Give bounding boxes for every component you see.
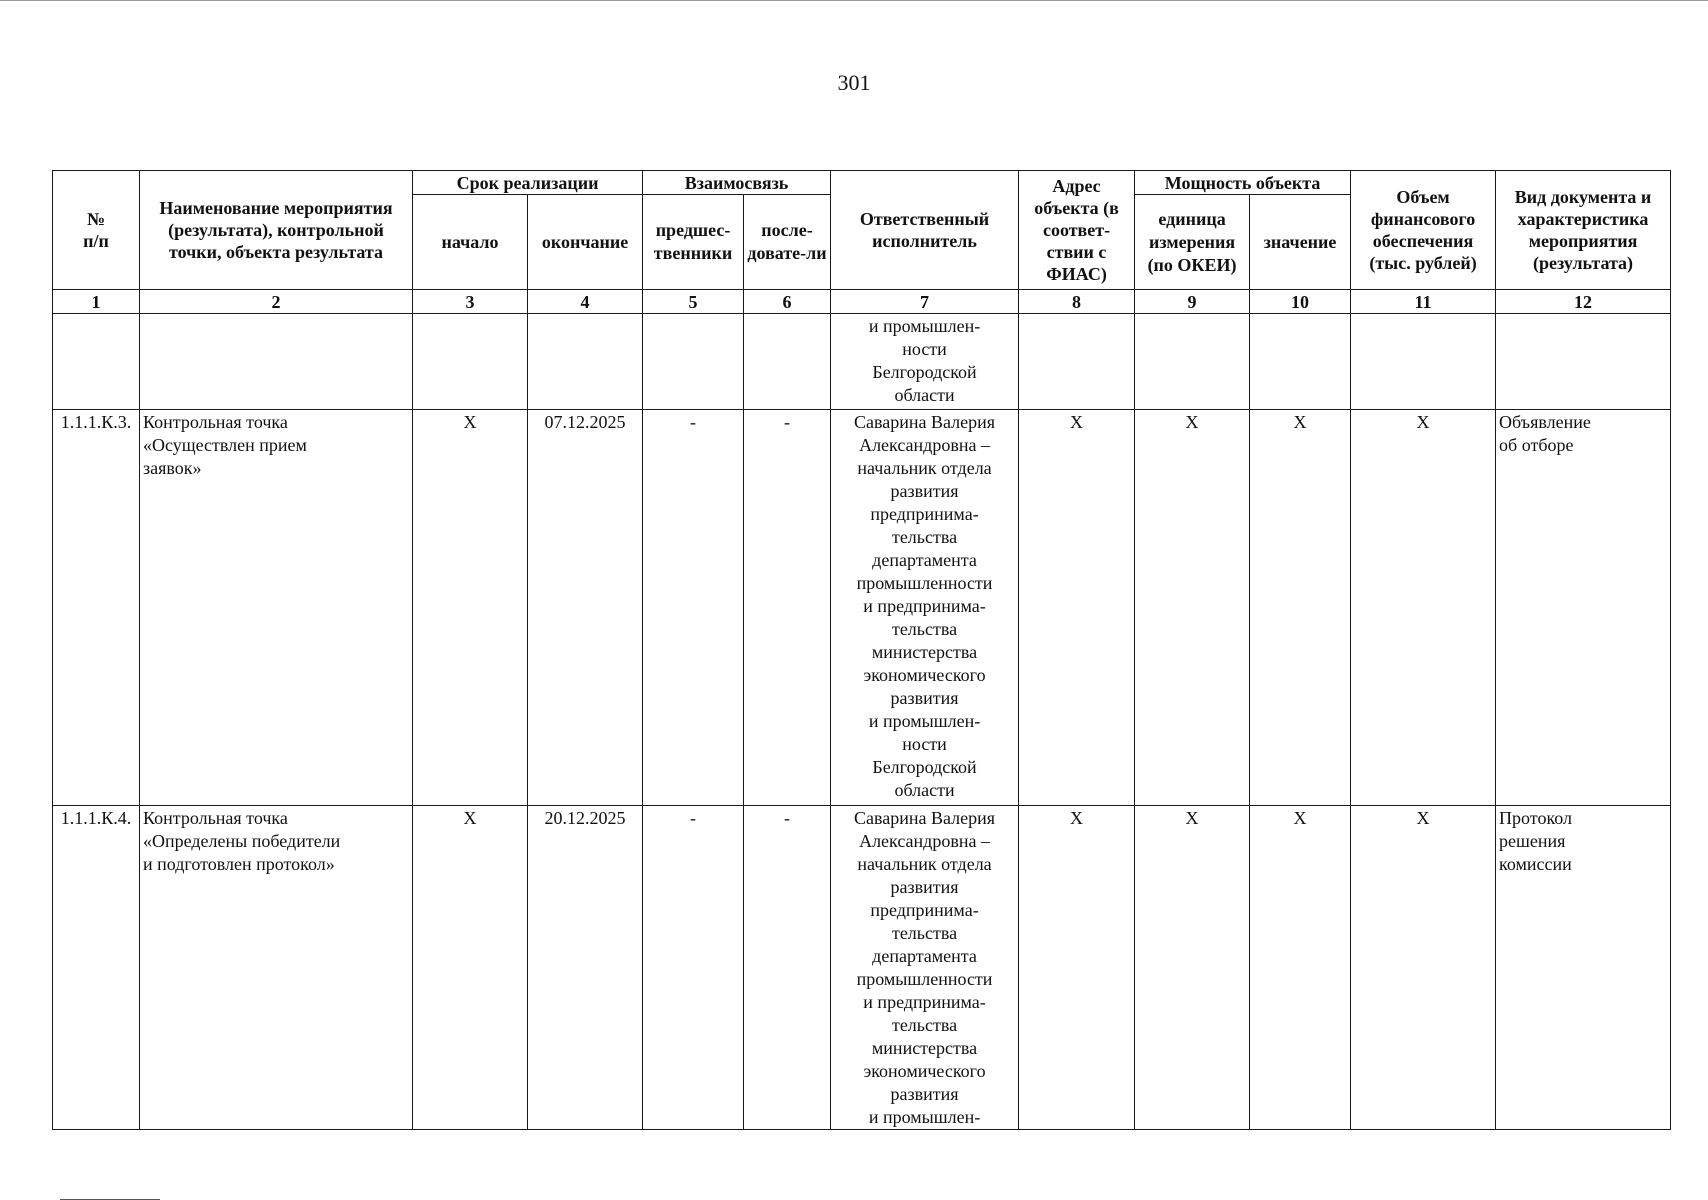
cell-executor: Саварина Валерия Александровна – начальник отдела развития предпринима- тельства департамента промышленности и предпринима- тельства министерства экономического развития и промышлен- — [831, 806, 1019, 1130]
column-number: 11 — [1351, 290, 1496, 314]
cell-finance — [1351, 314, 1496, 410]
header-link: Взаимосвязь — [643, 171, 831, 195]
header-capacity-value: значение — [1250, 195, 1351, 290]
column-number: 8 — [1019, 290, 1135, 314]
table-row — [53, 314, 1671, 410]
header-executor: Ответственный исполнитель — [831, 171, 1019, 290]
cell-value: X — [1250, 410, 1351, 806]
cell-name: Контрольная точка «Определены победители и подготовлен протокол» — [140, 806, 413, 1130]
header-capacity: Мощность объекта — [1135, 171, 1351, 195]
header-capacity-unit: единица измерения (по ОКЕИ) — [1135, 195, 1250, 290]
header-finance: Объем финансового обеспечения (тыс. рублей) — [1351, 171, 1496, 290]
cell-start: X — [413, 410, 528, 806]
cell-unit: X — [1135, 806, 1250, 1130]
column-number: 2 — [140, 290, 413, 314]
table-row — [53, 806, 1671, 1130]
cell-executor: и промышлен- ности Белгородской области — [831, 314, 1019, 410]
cell-executor: Саварина Валерия Александровна – начальник отдела развития предпринима- тельства департамента промышленности и предпринима- тельства министерства экономического развития и промышлен- ности Белгородской области — [831, 410, 1019, 806]
header-address: Адрес объекта (в соответ-ствии с ФИАС) — [1019, 171, 1135, 290]
column-number: 9 — [1135, 290, 1250, 314]
cell-num: 1.1.1.К.3. — [53, 410, 140, 806]
plan-table — [52, 170, 1671, 1130]
column-number: 10 — [1250, 290, 1351, 314]
cell-start — [413, 314, 528, 410]
cell-next — [744, 314, 831, 410]
table-header — [53, 171, 1671, 314]
header-link-prev: предшес-твенники — [643, 195, 744, 290]
cell-end: 20.12.2025 — [528, 806, 643, 1130]
cell-name: Контрольная точка «Осуществлен прием заявок» — [140, 410, 413, 806]
header-doc: Вид документа и характеристика мероприятия (результата) — [1496, 171, 1671, 290]
cell-num — [53, 314, 140, 410]
header-term-start: начало — [413, 195, 528, 290]
cell-name — [140, 314, 413, 410]
header-num: № п/п — [53, 171, 140, 290]
cell-end — [528, 314, 643, 410]
table-row — [53, 410, 1671, 806]
column-number: 3 — [413, 290, 528, 314]
cell-prev — [643, 314, 744, 410]
cell-value — [1250, 314, 1351, 410]
cell-prev: - — [643, 410, 744, 806]
cell-doc: Объявление об отборе — [1496, 410, 1671, 806]
header-term: Срок реализации — [413, 171, 643, 195]
scan-edge-line-top — [0, 0, 1708, 1]
column-number: 7 — [831, 290, 1019, 314]
cell-address: X — [1019, 410, 1135, 806]
cell-start: X — [413, 806, 528, 1130]
column-numbers-row — [53, 290, 1671, 314]
column-number: 5 — [643, 290, 744, 314]
cell-finance: X — [1351, 806, 1496, 1130]
cell-num: 1.1.1.К.4. — [53, 806, 140, 1130]
cell-end: 07.12.2025 — [528, 410, 643, 806]
cell-prev: - — [643, 806, 744, 1130]
header-link-next: после-довате-ли — [744, 195, 831, 290]
column-number: 4 — [528, 290, 643, 314]
cell-doc: Протокол решения комиссии — [1496, 806, 1671, 1130]
page-number: 301 — [837, 70, 871, 95]
cell-next: - — [744, 806, 831, 1130]
cell-address — [1019, 314, 1135, 410]
cell-doc — [1496, 314, 1671, 410]
header-term-end: окончание — [528, 195, 643, 290]
cell-unit: X — [1135, 410, 1250, 806]
cell-value: X — [1250, 806, 1351, 1130]
header-name: Наименование мероприятия (результата), контрольной точки, объекта результата — [140, 171, 413, 290]
column-number: 12 — [1496, 290, 1671, 314]
column-number: 1 — [53, 290, 140, 314]
cell-unit — [1135, 314, 1250, 410]
table-body — [53, 314, 1671, 1130]
cell-next: - — [744, 410, 831, 806]
column-number: 6 — [744, 290, 831, 314]
cell-finance: X — [1351, 410, 1496, 806]
cell-address: X — [1019, 806, 1135, 1130]
